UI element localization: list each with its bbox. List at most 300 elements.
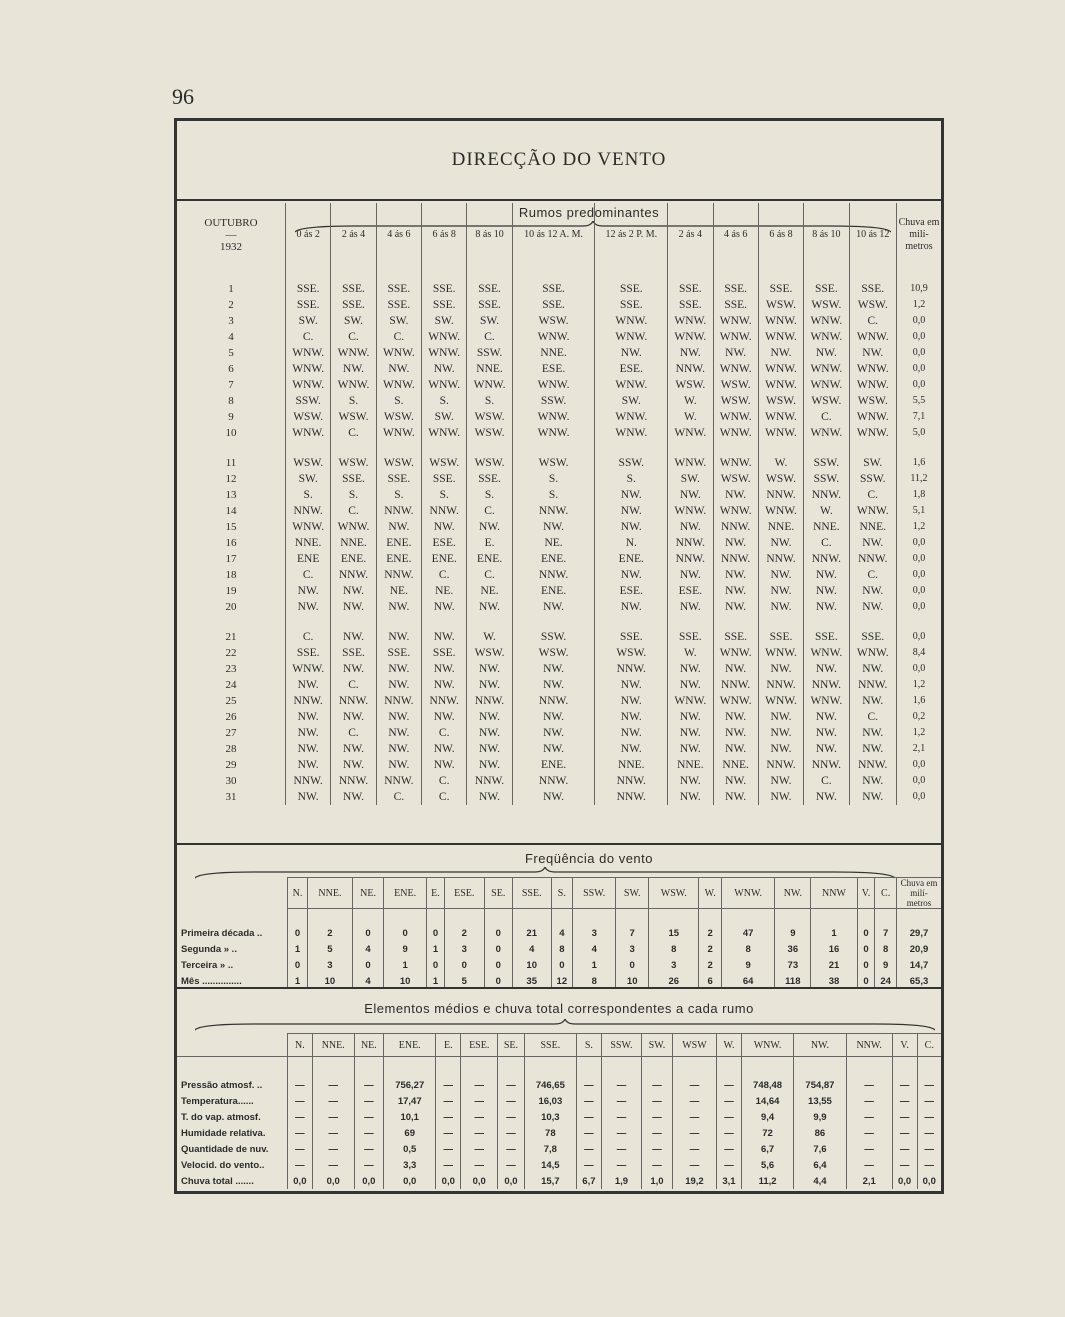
rain-cell: 0,0	[897, 661, 942, 677]
table-row	[177, 773, 941, 789]
table-row	[177, 329, 941, 345]
freq-cell: 0	[857, 957, 875, 973]
freq-cell: 8	[573, 973, 616, 989]
wind-cell: NW.	[713, 789, 758, 805]
wind-cell: NNW.	[713, 677, 758, 693]
element-cell: 6,4	[794, 1157, 846, 1173]
table-row	[177, 1109, 941, 1125]
direction-header: WNW.	[741, 1034, 793, 1057]
wind-cell: NW.	[422, 741, 467, 757]
rain-cell: 29,7	[897, 925, 942, 941]
wind-cell: W.	[804, 503, 849, 519]
table-row	[177, 1157, 941, 1173]
wind-cell: NW.	[758, 741, 803, 757]
wind-cell: S.	[595, 471, 668, 487]
wind-cell: SSE.	[668, 297, 713, 313]
rain-header: Chuva em milí- metros	[897, 878, 942, 909]
day-number: 20	[225, 601, 237, 613]
wind-cell: WNW.	[286, 519, 331, 535]
element-cell: —	[601, 1157, 641, 1173]
wind-cell: C.	[467, 503, 512, 519]
wind-cell: S.	[331, 393, 376, 409]
table-row	[177, 941, 941, 957]
element-cell: 0,0	[436, 1173, 461, 1189]
wind-cell: WSW.	[376, 409, 421, 425]
element-cell: —	[672, 1125, 716, 1141]
element-cell: —	[892, 1109, 917, 1125]
table-row	[177, 393, 941, 409]
wind-cell: WNW.	[376, 377, 421, 393]
element-cell: 78	[524, 1125, 576, 1141]
element-cell: 0,0	[892, 1173, 917, 1189]
table-row	[177, 503, 941, 519]
element-cell: —	[461, 1109, 498, 1125]
wind-cell: NW.	[849, 693, 896, 709]
wind-cell: ENE.	[595, 551, 668, 567]
element-cell: —	[917, 1141, 941, 1157]
element-cell: —	[288, 1109, 313, 1125]
freq-cell: 8	[551, 941, 573, 957]
wind-cell: NW.	[286, 725, 331, 741]
direction-header: SW.	[642, 1034, 673, 1057]
wind-cell: NW.	[804, 583, 849, 599]
wind-cell: SW.	[422, 313, 467, 329]
rain-cell: 1,6	[897, 455, 942, 471]
rain-cell: 0,0	[897, 583, 942, 599]
wind-cell: WNW.	[668, 503, 713, 519]
direction-header: V.	[892, 1034, 917, 1057]
direction-header: WSW.	[649, 878, 699, 909]
wind-cell: NW.	[668, 487, 713, 503]
freq-cell: 64	[721, 973, 774, 989]
element-cell: —	[917, 1109, 941, 1125]
wind-cell: WSW.	[467, 455, 512, 471]
table-row	[177, 693, 941, 709]
wind-cell: S.	[422, 487, 467, 503]
day-number: 29	[225, 759, 237, 771]
table-row	[177, 455, 941, 471]
rumos-table	[177, 203, 941, 805]
wind-cell: NW.	[804, 661, 849, 677]
wind-cell: WNW.	[804, 313, 849, 329]
day-number: 12	[225, 473, 237, 485]
direction-header: SSW.	[601, 1034, 641, 1057]
freq-cell: 7	[616, 925, 649, 941]
table-row	[177, 377, 941, 393]
freq-cell: 0	[484, 973, 512, 989]
wind-cell: SSE.	[512, 281, 595, 297]
table-row	[177, 789, 941, 805]
month-header	[177, 203, 286, 267]
freq-cell: 0	[288, 957, 308, 973]
wind-cell: SSE.	[376, 297, 421, 313]
element-cell: —	[672, 1141, 716, 1157]
row-label: T. do vap. atmosf.	[181, 1111, 261, 1123]
wind-cell: SSW.	[467, 345, 512, 361]
row-label: Chuva total .......	[181, 1175, 254, 1187]
direction-header: S.	[577, 1034, 602, 1057]
wind-cell: NW.	[849, 345, 896, 361]
freq-cell: 0	[857, 973, 875, 989]
freq-cell: 0	[857, 925, 875, 941]
wind-cell: WNW.	[758, 361, 803, 377]
wind-cell: C.	[422, 725, 467, 741]
row-label: Quantidade de nuv.	[181, 1143, 269, 1155]
wind-cell: NW.	[331, 599, 376, 615]
freq-cell: 10	[616, 973, 649, 989]
element-cell: —	[601, 1125, 641, 1141]
wind-cell: NW.	[668, 345, 713, 361]
wind-cell: WNW.	[595, 329, 668, 345]
rain-cell: 11,2	[897, 471, 942, 487]
wind-cell: WSW.	[849, 393, 896, 409]
rain-cell: 0,0	[897, 789, 942, 805]
wind-cell: NW.	[804, 599, 849, 615]
wind-cell: SSE.	[713, 297, 758, 313]
wind-cell: WNW.	[849, 377, 896, 393]
wind-cell: NW.	[331, 789, 376, 805]
wind-cell: NW.	[512, 709, 595, 725]
wind-cell: S.	[422, 393, 467, 409]
wind-cell: WNW.	[668, 313, 713, 329]
wind-cell: NW.	[758, 709, 803, 725]
wind-cell: SSE.	[422, 471, 467, 487]
freq-label-header	[177, 878, 288, 909]
wind-cell: WNW.	[713, 409, 758, 425]
element-cell: 11,2	[741, 1173, 793, 1189]
wind-cell: ENE.	[376, 551, 421, 567]
table-row	[177, 645, 941, 661]
wind-cell: NW.	[467, 519, 512, 535]
table-row	[177, 629, 941, 645]
freq-cell: 0	[484, 957, 512, 973]
wind-cell: NW.	[713, 487, 758, 503]
wind-cell: NW.	[668, 519, 713, 535]
element-cell: 0,0	[354, 1173, 383, 1189]
wind-cell: ESE.	[512, 361, 595, 377]
element-cell: —	[577, 1157, 602, 1173]
wind-cell: NW.	[804, 567, 849, 583]
wind-cell: C.	[467, 567, 512, 583]
table-row	[177, 1093, 941, 1109]
freq-cell: 7	[875, 925, 897, 941]
wind-cell: NW.	[595, 599, 668, 615]
period-header: 4 ás 6	[713, 203, 758, 267]
element-cell: —	[354, 1157, 383, 1173]
day-number: 10	[225, 427, 237, 439]
freq-cell: 4	[352, 973, 383, 989]
direction-header: N.	[288, 1034, 313, 1057]
wind-cell: NW.	[331, 709, 376, 725]
wind-cell: WNW.	[595, 409, 668, 425]
divider	[177, 843, 941, 845]
rain-cell: 1,2	[897, 519, 942, 535]
direction-header: E.	[436, 1034, 461, 1057]
spacer-row	[177, 441, 941, 455]
wind-cell: NNW.	[849, 757, 896, 773]
wind-cell: NW.	[668, 725, 713, 741]
freq-cell: 10	[384, 973, 427, 989]
table-row	[177, 677, 941, 693]
element-cell: 7,6	[794, 1141, 846, 1157]
wind-cell: NNE.	[849, 519, 896, 535]
wind-cell: C.	[849, 567, 896, 583]
day-number: 9	[228, 411, 234, 423]
direction-header: SSE.	[512, 878, 551, 909]
wind-cell: NW.	[467, 725, 512, 741]
wind-cell: NNW.	[467, 693, 512, 709]
freq-cell: 1	[811, 925, 857, 941]
element-cell: —	[312, 1157, 354, 1173]
element-cell: 1,9	[601, 1173, 641, 1189]
freq-cell: 9	[875, 957, 897, 973]
element-cell: 13,55	[794, 1093, 846, 1109]
wind-cell: NW.	[331, 583, 376, 599]
wind-cell: NW.	[376, 709, 421, 725]
table-row	[177, 709, 941, 725]
wind-cell: NW.	[758, 725, 803, 741]
day-number: 11	[225, 457, 237, 469]
wind-cell: WSW.	[331, 455, 376, 471]
freq-cell: 3	[573, 925, 616, 941]
element-cell: —	[461, 1093, 498, 1109]
element-cell: —	[577, 1077, 602, 1093]
wind-cell: NW.	[467, 789, 512, 805]
wind-cell: NW.	[758, 583, 803, 599]
wind-cell: SSE.	[376, 281, 421, 297]
element-cell: —	[436, 1157, 461, 1173]
wind-cell: NW.	[467, 741, 512, 757]
rain-cell: 2,1	[897, 741, 942, 757]
day-number: 13	[225, 489, 237, 501]
element-cell: 6,7	[741, 1141, 793, 1157]
wind-cell: WNW.	[758, 313, 803, 329]
table-row	[177, 425, 941, 441]
wind-cell: NW.	[422, 757, 467, 773]
wind-cell: WNW.	[422, 345, 467, 361]
wind-cell: C.	[286, 329, 331, 345]
rain-cell: 5,5	[897, 393, 942, 409]
wind-cell: WNW.	[713, 503, 758, 519]
wind-cell: SSE.	[595, 297, 668, 313]
wind-cell: WNW.	[595, 425, 668, 441]
wind-cell: ENE.	[467, 551, 512, 567]
spacer-row	[177, 909, 941, 926]
period-header: 10 ás 12 A. M.	[512, 203, 595, 267]
element-cell: —	[672, 1093, 716, 1109]
month-dash: —	[225, 229, 237, 241]
rain-cell: 0,0	[897, 377, 942, 393]
direction-header: NE.	[352, 878, 383, 909]
rain-cell: 0,0	[897, 599, 942, 615]
wind-cell: NW.	[668, 709, 713, 725]
wind-cell: SSW.	[849, 471, 896, 487]
wind-cell: WNW.	[422, 425, 467, 441]
element-cell: —	[288, 1157, 313, 1173]
rain-header: Chuva em milí- metros	[897, 203, 942, 267]
wind-cell: C.	[376, 329, 421, 345]
table-row	[177, 313, 941, 329]
wind-cell: NW.	[804, 345, 849, 361]
element-cell: 1,0	[642, 1173, 673, 1189]
row-label: Velocid. do vento..	[181, 1159, 265, 1171]
period-header: 0 ás 2	[286, 203, 331, 267]
period-header: 8 ás 10	[804, 203, 849, 267]
element-cell: 16,03	[524, 1093, 576, 1109]
element-cell: —	[577, 1125, 602, 1141]
element-cell: —	[288, 1077, 313, 1093]
freq-cell: 0	[484, 925, 512, 941]
wind-cell: WNW.	[331, 345, 376, 361]
wind-cell: W.	[668, 645, 713, 661]
wind-cell: ENE.	[376, 535, 421, 551]
wind-cell: SSE.	[422, 281, 467, 297]
freq-table	[177, 877, 941, 989]
element-cell: —	[846, 1141, 892, 1157]
day-number: 30	[225, 775, 237, 787]
wind-cell: SSE.	[467, 297, 512, 313]
month-label: OUTUBRO	[204, 217, 258, 229]
wind-cell: NNW.	[376, 503, 421, 519]
freq-cell: 16	[811, 941, 857, 957]
wind-cell: NNW.	[286, 503, 331, 519]
element-cell: —	[498, 1157, 524, 1173]
element-cell: —	[717, 1093, 742, 1109]
freq-cell: 4	[512, 941, 551, 957]
row-label: Pressão atmosf. ..	[181, 1079, 263, 1091]
wind-cell: NW.	[758, 661, 803, 677]
freq-cell: 0	[857, 941, 875, 957]
element-cell: 4,4	[794, 1173, 846, 1189]
element-cell: —	[846, 1109, 892, 1125]
direction-header: NNE.	[308, 878, 353, 909]
wind-cell: NW.	[422, 361, 467, 377]
wind-cell: NW.	[595, 519, 668, 535]
freq-cell: 9	[721, 957, 774, 973]
element-cell: 10,1	[384, 1109, 436, 1125]
wind-cell: NNW.	[512, 567, 595, 583]
freq-cell: 0	[288, 925, 308, 941]
freq-cell: 0	[384, 925, 427, 941]
wind-cell: WNW.	[849, 645, 896, 661]
wind-cell: S.	[467, 393, 512, 409]
wind-cell: WNW.	[804, 425, 849, 441]
wind-cell: WNW.	[849, 329, 896, 345]
day-number: 15	[225, 521, 237, 533]
freq-cell: 10	[308, 973, 353, 989]
wind-cell: C.	[376, 789, 421, 805]
wind-cell: WNW.	[713, 313, 758, 329]
wind-cell: NW.	[758, 535, 803, 551]
direction-header: E.	[427, 878, 445, 909]
wind-cell: WNW.	[758, 329, 803, 345]
rain-cell: 1,2	[897, 677, 942, 693]
wind-cell: NNW.	[512, 693, 595, 709]
rain-cell: 20,9	[897, 941, 942, 957]
rain-cell: 1,8	[897, 487, 942, 503]
wind-cell: NW.	[331, 757, 376, 773]
day-number: 23	[225, 663, 237, 675]
element-cell: —	[288, 1093, 313, 1109]
rain-cell: 0,0	[897, 361, 942, 377]
wind-cell: WSW.	[713, 377, 758, 393]
wind-cell: NW.	[595, 741, 668, 757]
day-number: 2	[228, 299, 234, 311]
wind-cell: ESE.	[422, 535, 467, 551]
wind-cell: NNE.	[286, 535, 331, 551]
wind-cell: ENE.	[512, 551, 595, 567]
wind-cell: WSW.	[713, 471, 758, 487]
year-label: 1932	[220, 241, 242, 253]
wind-cell: WNW.	[849, 503, 896, 519]
freq-cell: 8	[649, 941, 699, 957]
wind-cell: NW.	[713, 773, 758, 789]
wind-cell: WSW.	[422, 455, 467, 471]
wind-cell: WNW.	[467, 377, 512, 393]
freq-cell: 1	[288, 973, 308, 989]
table-row	[177, 741, 941, 757]
wind-cell: NNW.	[804, 757, 849, 773]
table-row	[177, 661, 941, 677]
wind-cell: NE.	[512, 535, 595, 551]
wind-cell: SSE.	[713, 629, 758, 645]
element-cell: —	[498, 1125, 524, 1141]
wind-cell: SSE.	[286, 281, 331, 297]
wind-cell: WNW.	[758, 425, 803, 441]
day-number: 26	[225, 711, 237, 723]
wind-cell: WNW.	[849, 361, 896, 377]
wind-cell: NW.	[512, 661, 595, 677]
freq-cell: 2	[444, 925, 484, 941]
element-cell: —	[717, 1109, 742, 1125]
wind-cell: WSW.	[286, 409, 331, 425]
wind-cell: NNW.	[758, 677, 803, 693]
rumos-section-title: Rumos predominantes	[518, 205, 660, 220]
freq-cell: 0	[484, 941, 512, 957]
wind-cell: NNW.	[849, 677, 896, 693]
element-cell: 9,4	[741, 1109, 793, 1125]
element-cell: 0,0	[288, 1173, 313, 1189]
element-cell: —	[498, 1109, 524, 1125]
element-cell: —	[436, 1109, 461, 1125]
element-cell: —	[312, 1109, 354, 1125]
table-row	[177, 551, 941, 567]
wind-cell: NNE.	[758, 519, 803, 535]
wind-cell: SSE.	[467, 281, 512, 297]
wind-cell: NNW.	[331, 567, 376, 583]
day-number: 4	[228, 331, 234, 343]
wind-cell: WNW.	[595, 377, 668, 393]
wind-cell: WNW.	[804, 361, 849, 377]
element-cell: 5,6	[741, 1157, 793, 1173]
wind-cell: WNW.	[668, 455, 713, 471]
table-row	[177, 567, 941, 583]
table-row	[177, 1173, 941, 1189]
wind-cell: WNW.	[758, 377, 803, 393]
wind-cell: NNW.	[467, 773, 512, 789]
freq-cell: 9	[384, 941, 427, 957]
freq-cell: 1	[384, 957, 427, 973]
freq-cell: 2	[699, 957, 721, 973]
wind-cell: WNW.	[758, 409, 803, 425]
wind-cell: SSE.	[668, 281, 713, 297]
wind-cell: WNW.	[422, 329, 467, 345]
wind-cell: WNW.	[804, 693, 849, 709]
wind-cell: WSW.	[804, 297, 849, 313]
wind-cell: SSW.	[595, 455, 668, 471]
table-row	[177, 925, 941, 941]
element-cell: —	[892, 1141, 917, 1157]
